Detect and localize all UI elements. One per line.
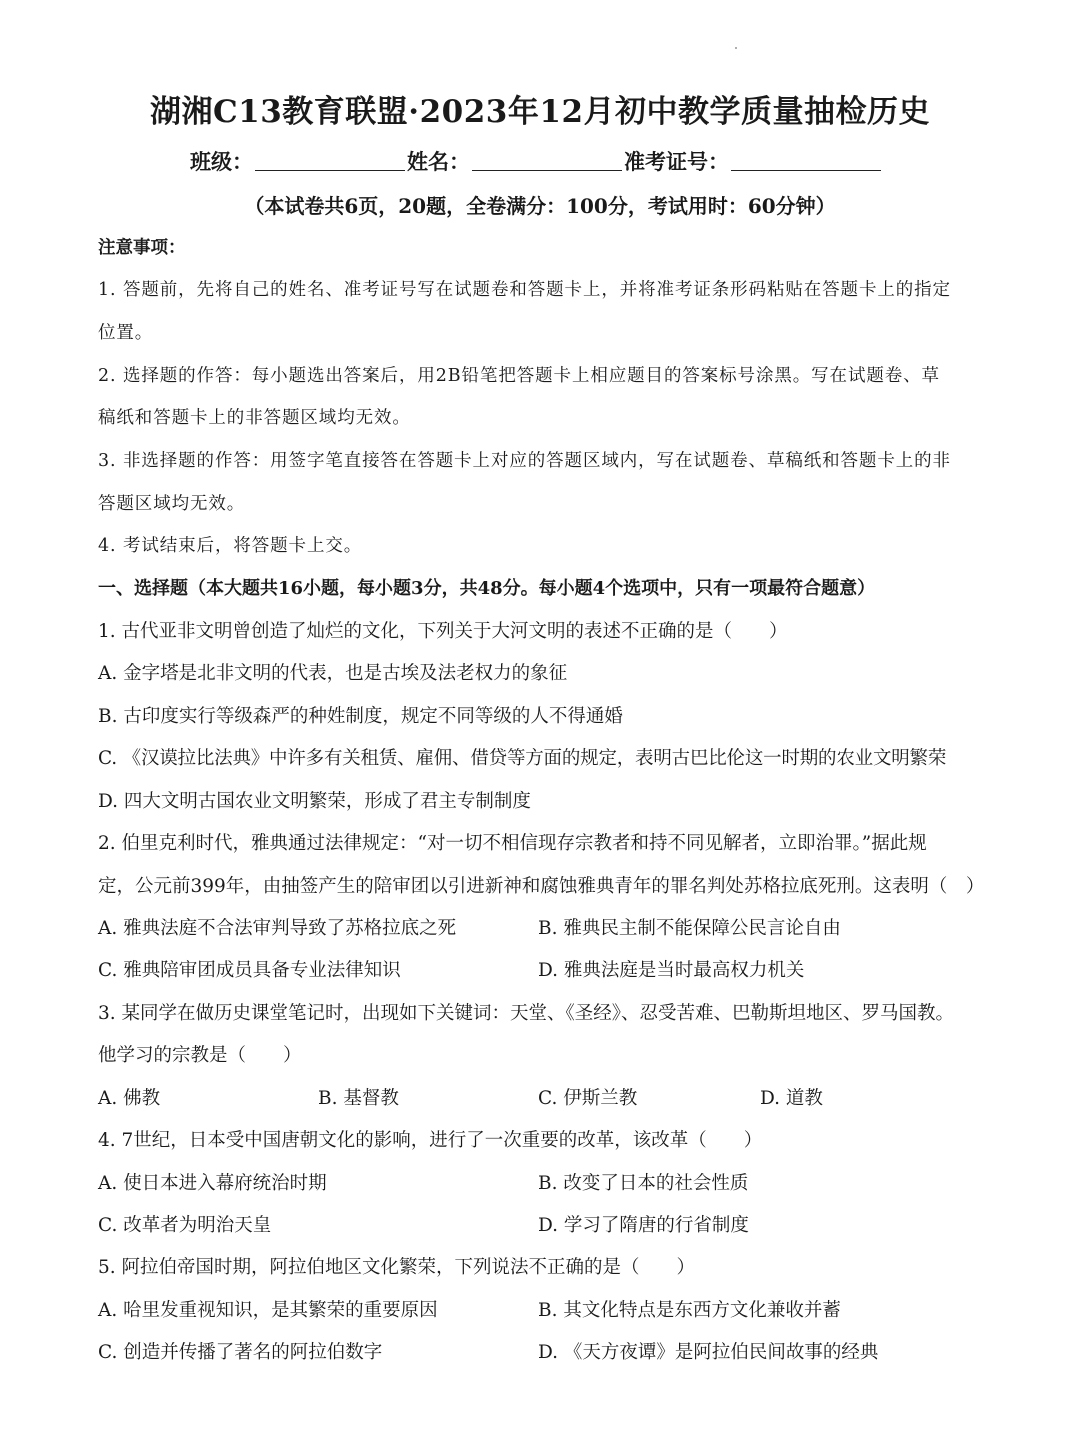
question-2-option-c: C. 雅典陪审团成员具备专业法律知识 bbox=[98, 960, 401, 981]
id-label: 准考证号： bbox=[624, 149, 729, 174]
note-2-line-1: 2. 选择题的作答：每小题选出答案后，用2B铅笔把答题卡上相应题目的答案标号涂黑。写在试题卷、草 bbox=[98, 366, 940, 386]
question-2-stem-line-1: 2. 伯里克利时代，雅典通过法律规定：“对一切不相信现存宗教者和持不同见解者，立即治罪。”据此规 bbox=[98, 833, 927, 854]
question-2-option-a: A. 雅典法庭不合法审判导致了苏格拉底之死 bbox=[98, 918, 457, 939]
question-1-option-c: C. 《汉谟拉比法典》中许多有关租赁、雇佣、借贷等方面的规定，表明古巴比伦这一时期的农业文明繁荣 bbox=[98, 748, 947, 769]
notes-heading: 注意事项： bbox=[98, 238, 186, 258]
section-1-heading: 一、选择题（本大题共16小题，每小题3分，共48分。每小题4个选项中，只有一项最符合题意） bbox=[98, 578, 876, 599]
class-blank bbox=[255, 148, 405, 171]
note-4: 4. 考试结束后，将答题卡上交。 bbox=[98, 536, 363, 556]
note-1-line-2: 位置。 bbox=[98, 323, 154, 343]
question-3-option-b: B. 基督教 bbox=[318, 1088, 399, 1109]
question-5-option-a: A. 哈里发重视知识，是其繁荣的重要原因 bbox=[98, 1300, 438, 1321]
question-5-option-c: C. 创造并传播了著名的阿拉伯数字 bbox=[98, 1342, 383, 1363]
student-info-line bbox=[190, 146, 883, 176]
question-1-stem: 1. 古代亚非文明曾创造了灿烂的文化，下列关于大河文明的表述不正确的是（ ） bbox=[98, 621, 788, 642]
question-1-option-d: D. 四大文明古国农业文明繁荣，形成了君主专制制度 bbox=[98, 791, 531, 812]
note-3-line-2: 答题区域均无效。 bbox=[98, 494, 246, 514]
note-1-line-1: 1. 答题前，先将自己的姓名、准考证号写在试题卷和答题卡上，并将准考证条形码粘贴在答题卡上的指定 bbox=[98, 280, 951, 300]
note-2-line-2: 稿纸和答题卡上的非答题区域均无效。 bbox=[98, 408, 411, 428]
question-5-option-d: D. 《天方夜谭》是阿拉伯民间故事的经典 bbox=[538, 1342, 879, 1363]
scan-dot bbox=[735, 47, 737, 49]
question-3-stem-line-1: 3. 某同学在做历史课堂笔记时，出现如下关键词：天堂、《圣经》、忍受苦难、巴勒斯坦地区、罗马国教。 bbox=[98, 1003, 955, 1024]
question-3-stem-line-2: 他学习的宗教是（ ） bbox=[98, 1045, 302, 1066]
question-5-option-b: B. 其文化特点是东西方文化兼收并蓄 bbox=[538, 1300, 841, 1321]
class-label: 班级： bbox=[190, 149, 253, 174]
question-2-option-d: D. 雅典法庭是当时最高权力机关 bbox=[538, 960, 805, 981]
question-1-option-a: A. 金字塔是北非文明的代表，也是古埃及法老权力的象征 bbox=[98, 663, 568, 684]
question-4-option-c: C. 改革者为明治天皇 bbox=[98, 1215, 272, 1236]
question-2-option-b: B. 雅典民主制不能保障公民言论自由 bbox=[538, 918, 841, 939]
question-5-stem: 5. 阿拉伯帝国时期，阿拉伯地区文化繁荣，下列说法不正确的是（ ） bbox=[98, 1257, 696, 1278]
question-1-option-b: B. 古印度实行等级森严的种姓制度，规定不同等级的人不得通婚 bbox=[98, 706, 623, 727]
id-blank bbox=[731, 148, 881, 171]
note-3-line-1: 3. 非选择题的作答：用签字笔直接答在答题卡上对应的答题区域内，写在试题卷、草稿纸和答题卡上的非 bbox=[98, 451, 951, 471]
question-4-option-a: A. 使日本进入幕府统治时期 bbox=[98, 1173, 327, 1194]
question-3-option-a: A. 佛教 bbox=[98, 1088, 161, 1109]
question-3-option-d: D. 道教 bbox=[760, 1088, 823, 1109]
exam-subtitle: （本试卷共6页，20题，全卷满分：100分，考试用时：60分钟） bbox=[244, 194, 836, 218]
name-label: 姓名： bbox=[407, 149, 470, 174]
question-4-stem: 4. 7世纪，日本受中国唐朝文化的影响，进行了一次重要的改革，该改革（ ） bbox=[98, 1130, 763, 1151]
exam-title: 湖湘C13教育联盟·2023年12月初中教学质量抽检历史 bbox=[149, 94, 931, 130]
name-blank bbox=[472, 148, 622, 171]
question-2-stem-line-2: 定，公元前399年，由抽签产生的陪审团以引进新神和腐蚀雅典青年的罪名判处苏格拉底死刑。这表明（ ） bbox=[98, 876, 985, 897]
question-4-option-d: D. 学习了隋唐的行省制度 bbox=[538, 1215, 749, 1236]
question-3-option-c: C. 伊斯兰教 bbox=[538, 1088, 638, 1109]
question-4-option-b: B. 改变了日本的社会性质 bbox=[538, 1173, 749, 1194]
